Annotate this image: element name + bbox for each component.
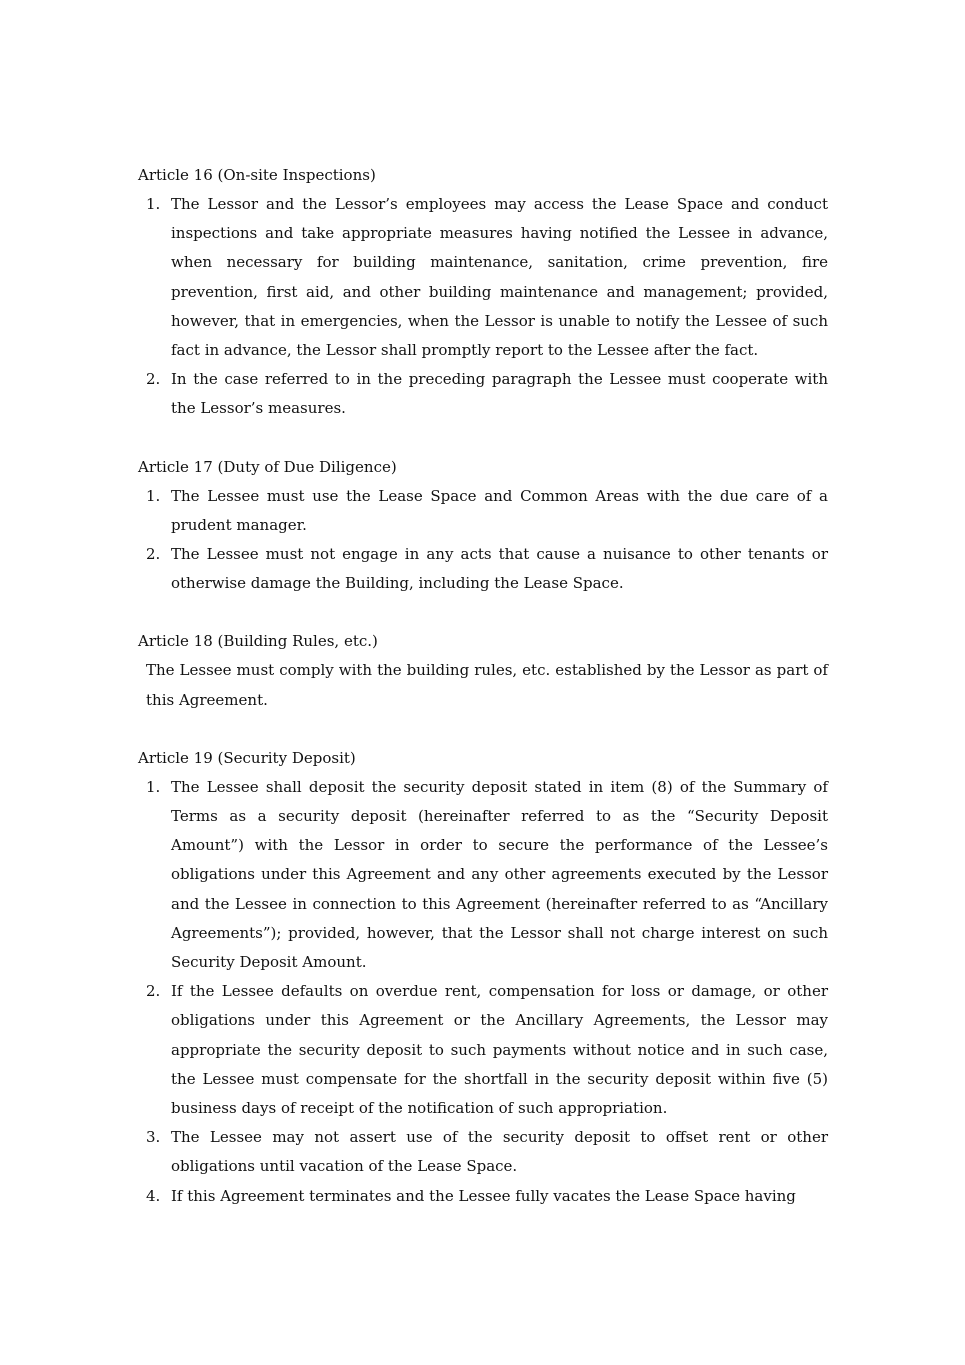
article-heading: Article 18 (Building Rules, etc.) [138, 632, 378, 651]
item-text: The Lessee may not assert use of the security deposit to offset rent or other obligations until vacation of the Lease Space. [171, 1128, 828, 1176]
article-heading: Article 17 (Duty of Due Diligence) [138, 457, 397, 476]
item-number: 1. [146, 486, 161, 505]
article-items [138, 482, 828, 599]
item-number: 1. [146, 777, 161, 796]
list-item [138, 977, 828, 1123]
item-text: The Lessee must use the Lease Space and Common Areas with the due care of a prudent manager. [171, 486, 828, 534]
list-item [138, 1123, 828, 1181]
item-text: The Lessee shall deposit the security deposit stated in item (8) of the Summary of Terms as a security deposit (hereinafter referred to as the “Security Deposit Amount”) with the Lessor in order to secure the performance of the Lessee’s obligations under this Agreement and any other agreements executed by the Lessor and the Lessee in connection to this Agreement (hereinafter referred to as “Ancillary Agreements”); provided, however, that the Lessor shall not charge interest on such Security Deposit Amount. [171, 777, 828, 972]
item-number: 2. [146, 982, 161, 1001]
item-text: If the Lessee defaults on overdue rent, compensation for loss or damage, or other obligations under this Agreement or the Ancillary Agreements, the Lessor may appropriate the security deposit to such payments without notice and in such case, the Lessee must compensate for the shortfall in the security deposit within five (5) business days of receipt of the notification of such appropriation. [171, 982, 828, 1118]
item-number: 4. [146, 1186, 161, 1205]
item-number: 3. [146, 1128, 161, 1147]
item-text: If this Agreement terminates and the Lessee fully vacates the Lease Space having [171, 1186, 796, 1205]
item-text: The Lessor and the Lessor’s employees may access the Lease Space and conduct inspections and take appropriate measures having notified the Lessee in advance, when necessary for building maintenance, sanitation, crime prevention, fire prevention, first aid, and other building maintenance and management; provided, however, that in emergencies, when the Lessor is unable to notify the Lessee of such fact in advance, the Lessor shall promptly report to the Lessee after the fact. [171, 195, 828, 360]
list-item [138, 773, 828, 977]
article-19 [138, 744, 828, 1211]
article-17 [138, 453, 828, 599]
item-number: 1. [146, 195, 161, 213]
item-text: The Lessee must not engage in any acts that cause a nuisance to other tenants or otherwise damage the Building, including the Lease Space. [171, 545, 828, 593]
list-item [138, 365, 828, 423]
article-items [138, 773, 828, 1211]
article-items [138, 190, 828, 424]
item-number: 2. [146, 545, 161, 564]
item-text: In the case referred to in the preceding paragraph the Lessee must cooperate with the Lessor’s measures. [171, 370, 828, 418]
article-16 [138, 161, 828, 424]
list-item [138, 190, 828, 365]
article-18 [138, 627, 828, 714]
article-body: The Lessee must comply with the building rules, etc. established by the Lessor as part of this Agreement. [146, 661, 828, 709]
document-page [138, 161, 828, 1240]
article-heading: Article 16 (On-site Inspections) [138, 166, 376, 184]
list-item [138, 540, 828, 598]
article-heading: Article 19 (Security Deposit) [138, 748, 356, 767]
list-item [138, 482, 828, 540]
list-item [138, 1182, 828, 1211]
item-number: 2. [146, 370, 161, 389]
